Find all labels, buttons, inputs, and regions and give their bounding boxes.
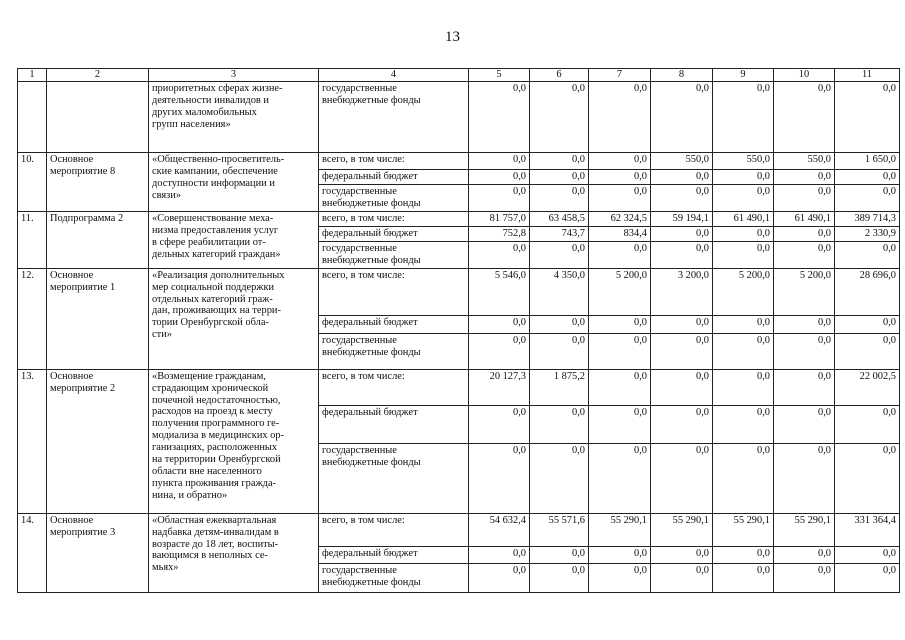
value-cell: 0,0 bbox=[589, 333, 651, 369]
value-cell: 55 571,6 bbox=[530, 513, 589, 546]
row-index: 12. bbox=[18, 268, 47, 369]
value-cell: 81 757,0 bbox=[469, 211, 530, 226]
row-type: Основное мероприятие 1 bbox=[47, 268, 149, 369]
table-body bbox=[18, 69, 900, 593]
value-cell: 5 546,0 bbox=[469, 268, 530, 315]
value-cell: 62 324,5 bbox=[589, 211, 651, 226]
value-cell: 0,0 bbox=[530, 184, 589, 211]
table-row bbox=[18, 369, 900, 405]
value-cell: 0,0 bbox=[835, 563, 900, 592]
funding-source: государственные внебюджетные фонды bbox=[319, 184, 469, 211]
column-number-cell: 3 bbox=[149, 69, 319, 82]
value-cell: 0,0 bbox=[469, 169, 530, 184]
value-cell: 0,0 bbox=[774, 315, 835, 333]
value-cell: 0,0 bbox=[713, 443, 774, 513]
value-cell: 0,0 bbox=[713, 241, 774, 268]
column-number-cell: 6 bbox=[530, 69, 589, 82]
value-cell: 59 194,1 bbox=[651, 211, 713, 226]
value-cell: 834,4 bbox=[589, 226, 651, 241]
value-cell: 0,0 bbox=[713, 369, 774, 405]
value-cell: 5 200,0 bbox=[713, 268, 774, 315]
row-name: «Областная ежеквартальная надбавка детям-инвалидам в возрасте до 18 лет, воспиты- вающимся в неполных се- мьях» bbox=[149, 513, 319, 592]
value-cell: 0,0 bbox=[774, 81, 835, 152]
row-index: 10. bbox=[18, 152, 47, 211]
value-cell: 743,7 bbox=[530, 226, 589, 241]
value-cell: 0,0 bbox=[469, 443, 530, 513]
value-cell: 0,0 bbox=[774, 563, 835, 592]
value-cell: 0,0 bbox=[651, 546, 713, 563]
value-cell: 0,0 bbox=[530, 405, 589, 443]
value-cell: 0,0 bbox=[469, 315, 530, 333]
funding-source: государственные внебюджетные фонды bbox=[319, 443, 469, 513]
value-cell: 5 200,0 bbox=[774, 268, 835, 315]
table-row bbox=[18, 268, 900, 315]
value-cell: 0,0 bbox=[469, 241, 530, 268]
table-row bbox=[18, 211, 900, 226]
funding-source: государственные внебюджетные фонды bbox=[319, 333, 469, 369]
value-cell: 61 490,1 bbox=[713, 211, 774, 226]
value-cell: 0,0 bbox=[835, 81, 900, 152]
value-cell: 0,0 bbox=[589, 546, 651, 563]
row-type bbox=[47, 81, 149, 152]
value-cell: 0,0 bbox=[774, 546, 835, 563]
value-cell: 0,0 bbox=[589, 405, 651, 443]
value-cell: 0,0 bbox=[713, 315, 774, 333]
value-cell: 0,0 bbox=[469, 333, 530, 369]
value-cell: 28 696,0 bbox=[835, 268, 900, 315]
value-cell: 61 490,1 bbox=[774, 211, 835, 226]
value-cell: 0,0 bbox=[774, 241, 835, 268]
row-name: «Общественно-просветитель- ские кампании, обеспечение доступности информации и связи» bbox=[149, 152, 319, 211]
row-type: Основное мероприятие 3 bbox=[47, 513, 149, 592]
value-cell: 0,0 bbox=[713, 405, 774, 443]
table-row bbox=[18, 513, 900, 546]
value-cell: 0,0 bbox=[713, 563, 774, 592]
budget-table bbox=[17, 68, 900, 593]
value-cell: 55 290,1 bbox=[651, 513, 713, 546]
value-cell: 0,0 bbox=[774, 226, 835, 241]
value-cell: 0,0 bbox=[774, 333, 835, 369]
funding-source: всего, в том числе: bbox=[319, 152, 469, 169]
value-cell: 0,0 bbox=[835, 333, 900, 369]
column-number-cell: 7 bbox=[589, 69, 651, 82]
value-cell: 0,0 bbox=[713, 226, 774, 241]
value-cell: 3 200,0 bbox=[651, 268, 713, 315]
column-number-cell: 10 bbox=[774, 69, 835, 82]
value-cell: 550,0 bbox=[713, 152, 774, 169]
value-cell: 0,0 bbox=[774, 369, 835, 405]
value-cell: 0,0 bbox=[651, 241, 713, 268]
value-cell: 0,0 bbox=[774, 184, 835, 211]
value-cell: 0,0 bbox=[469, 81, 530, 152]
value-cell: 0,0 bbox=[469, 405, 530, 443]
table-row bbox=[18, 152, 900, 169]
value-cell: 55 290,1 bbox=[589, 513, 651, 546]
page-number: 13 bbox=[445, 29, 460, 45]
value-cell: 0,0 bbox=[713, 169, 774, 184]
value-cell: 0,0 bbox=[530, 169, 589, 184]
column-number-cell: 9 bbox=[713, 69, 774, 82]
value-cell: 0,0 bbox=[774, 405, 835, 443]
value-cell: 2 330,9 bbox=[835, 226, 900, 241]
value-cell: 4 350,0 bbox=[530, 268, 589, 315]
value-cell: 0,0 bbox=[651, 315, 713, 333]
funding-source: федеральный бюджет bbox=[319, 546, 469, 563]
value-cell: 0,0 bbox=[651, 169, 713, 184]
value-cell: 0,0 bbox=[530, 152, 589, 169]
value-cell: 54 632,4 bbox=[469, 513, 530, 546]
funding-source: всего, в том числе: bbox=[319, 268, 469, 315]
value-cell: 55 290,1 bbox=[774, 513, 835, 546]
value-cell: 0,0 bbox=[589, 169, 651, 184]
column-number-cell: 4 bbox=[319, 69, 469, 82]
row-index: 14. bbox=[18, 513, 47, 592]
value-cell: 0,0 bbox=[835, 241, 900, 268]
row-name: «Возмещение гражданам, страдающим хронической почечной недостаточностью, расходов на проезд к месту получения программного ге- модиализа в медицинских ор- ганизациях, расположенных на территории Оренбургской области вне населенного пункта проживания гражда- нина, и обратно» bbox=[149, 369, 319, 513]
value-cell: 0,0 bbox=[835, 546, 900, 563]
value-cell: 0,0 bbox=[589, 241, 651, 268]
value-cell: 0,0 bbox=[530, 563, 589, 592]
funding-source: государственные внебюджетные фонды bbox=[319, 563, 469, 592]
row-type: Основное мероприятие 8 bbox=[47, 152, 149, 211]
column-number-cell: 8 bbox=[651, 69, 713, 82]
value-cell: 5 200,0 bbox=[589, 268, 651, 315]
value-cell: 20 127,3 bbox=[469, 369, 530, 405]
column-number-cell: 1 bbox=[18, 69, 47, 82]
value-cell: 0,0 bbox=[530, 241, 589, 268]
value-cell: 0,0 bbox=[469, 563, 530, 592]
value-cell: 0,0 bbox=[713, 546, 774, 563]
funding-source: всего, в том числе: bbox=[319, 369, 469, 405]
row-index: 13. bbox=[18, 369, 47, 513]
row-name: «Совершенствование меха- низма предоставления услуг в сфере реабилитации от- дельных категорий граждан» bbox=[149, 211, 319, 268]
value-cell: 0,0 bbox=[530, 81, 589, 152]
value-cell: 331 364,4 bbox=[835, 513, 900, 546]
value-cell: 55 290,1 bbox=[713, 513, 774, 546]
value-cell: 0,0 bbox=[530, 443, 589, 513]
value-cell: 0,0 bbox=[469, 546, 530, 563]
funding-source: всего, в том числе: bbox=[319, 211, 469, 226]
value-cell: 0,0 bbox=[774, 169, 835, 184]
value-cell: 63 458,5 bbox=[530, 211, 589, 226]
value-cell: 0,0 bbox=[651, 443, 713, 513]
value-cell: 0,0 bbox=[713, 184, 774, 211]
row-index: 11. bbox=[18, 211, 47, 268]
value-cell: 0,0 bbox=[589, 369, 651, 405]
value-cell: 22 002,5 bbox=[835, 369, 900, 405]
value-cell: 0,0 bbox=[530, 546, 589, 563]
column-number-cell: 5 bbox=[469, 69, 530, 82]
value-cell: 0,0 bbox=[589, 81, 651, 152]
value-cell: 0,0 bbox=[835, 405, 900, 443]
value-cell: 0,0 bbox=[589, 563, 651, 592]
value-cell: 0,0 bbox=[589, 443, 651, 513]
value-cell: 0,0 bbox=[835, 315, 900, 333]
value-cell: 0,0 bbox=[651, 333, 713, 369]
value-cell: 1 650,0 bbox=[835, 152, 900, 169]
funding-source: федеральный бюджет bbox=[319, 226, 469, 241]
value-cell: 0,0 bbox=[651, 563, 713, 592]
value-cell: 0,0 bbox=[713, 333, 774, 369]
table-row bbox=[18, 81, 900, 152]
value-cell: 0,0 bbox=[651, 369, 713, 405]
column-number-cell: 2 bbox=[47, 69, 149, 82]
value-cell: 0,0 bbox=[469, 184, 530, 211]
value-cell: 550,0 bbox=[774, 152, 835, 169]
funding-source: федеральный бюджет bbox=[319, 405, 469, 443]
row-name: приоритетных сферах жизне- деятельности инвалидов и других маломобильных групп населения» bbox=[149, 81, 319, 152]
value-cell: 389 714,3 bbox=[835, 211, 900, 226]
value-cell: 0,0 bbox=[469, 152, 530, 169]
value-cell: 0,0 bbox=[651, 184, 713, 211]
value-cell: 0,0 bbox=[589, 315, 651, 333]
column-number-row bbox=[18, 69, 900, 82]
funding-source: государственные внебюджетные фонды bbox=[319, 81, 469, 152]
row-type: Основное мероприятие 2 bbox=[47, 369, 149, 513]
value-cell: 550,0 bbox=[651, 152, 713, 169]
value-cell: 0,0 bbox=[651, 81, 713, 152]
value-cell: 752,8 bbox=[469, 226, 530, 241]
value-cell: 1 875,2 bbox=[530, 369, 589, 405]
row-index bbox=[18, 81, 47, 152]
value-cell: 0,0 bbox=[589, 184, 651, 211]
value-cell: 0,0 bbox=[835, 443, 900, 513]
value-cell: 0,0 bbox=[713, 81, 774, 152]
value-cell: 0,0 bbox=[651, 226, 713, 241]
value-cell: 0,0 bbox=[774, 443, 835, 513]
funding-source: всего, в том числе: bbox=[319, 513, 469, 546]
value-cell: 0,0 bbox=[530, 333, 589, 369]
value-cell: 0,0 bbox=[835, 169, 900, 184]
funding-source: федеральный бюджет bbox=[319, 169, 469, 184]
row-name: «Реализация дополнительных мер социальной поддержки отдельных категорий граж- дан, проживающих на терри- тории Оренбургской обла- сти» bbox=[149, 268, 319, 369]
value-cell: 0,0 bbox=[530, 315, 589, 333]
value-cell: 0,0 bbox=[651, 405, 713, 443]
value-cell: 0,0 bbox=[589, 152, 651, 169]
value-cell: 0,0 bbox=[835, 184, 900, 211]
column-number-cell: 11 bbox=[835, 69, 900, 82]
funding-source: федеральный бюджет bbox=[319, 315, 469, 333]
row-type: Подпрограмма 2 bbox=[47, 211, 149, 268]
funding-source: государственные внебюджетные фонды bbox=[319, 241, 469, 268]
